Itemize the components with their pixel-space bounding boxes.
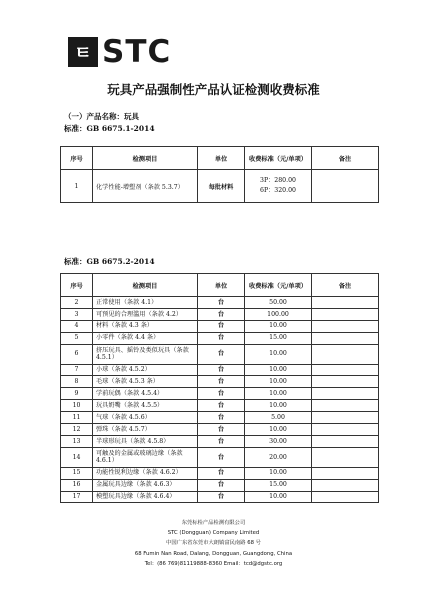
cell-fee: 10.00 [245,424,312,436]
table-row [61,344,379,364]
cell-no: 14 [61,447,93,467]
footer [0,518,427,569]
cell-fee [245,170,312,203]
table-row [61,467,379,479]
cell-item: 小球（条款 4.5.2） [93,364,198,376]
cell-remark [312,447,379,467]
fee-table-1 [60,146,379,203]
cell-no: 12 [61,424,93,436]
cell-fee: 10.00 [245,388,312,400]
table-row [61,308,379,320]
cell-unit: 台 [198,467,245,479]
cell-unit: 台 [198,297,245,309]
cell-remark [312,424,379,436]
cell-fee: 5.00 [245,412,312,424]
document-title: 玩具产品强制性产品认证检测收费标准 [107,82,320,97]
cell-unit: 每批材料 [198,170,245,203]
fee-table-2-body [61,297,379,503]
cell-item: 毛球（条款 4.5.3 条） [93,376,198,388]
cell-fee: 100.00 [245,308,312,320]
cell-item: 化学性能-增塑剂（条款 5.3.7） [93,170,198,203]
cell-remark [312,491,379,503]
cell-remark [312,344,379,364]
table-row [61,364,379,376]
cell-remark [312,364,379,376]
cell-unit: 台 [198,424,245,436]
cell-item: 小零件（条款 4.4 条） [93,332,198,344]
cell-item: 弹珠（条款 4.5.7） [93,424,198,436]
header-unit: 单位 [198,147,245,170]
cell-unit: 台 [198,435,245,447]
header-unit: 单位 [198,274,245,297]
cell-fee: 15.00 [245,332,312,344]
footer-company-en: STC (Dongguan) Company Limited [167,530,260,537]
cell-no: 1 [61,170,93,203]
cell-no: 4 [61,320,93,332]
cell-fee: 10.00 [245,344,312,364]
cell-item: 模塑玩具边缘（条款 4.6.4） [93,491,198,503]
table-row [61,170,379,203]
cell-item: 学前玩偶（条款 4.5.4） [93,388,198,400]
table-row [61,412,379,424]
table-row [61,424,379,436]
header-no: 序号 [61,147,93,170]
table-row [61,447,379,467]
cell-unit: 台 [198,400,245,412]
header-item: 检测项目 [93,147,198,170]
cell-remark [312,479,379,491]
cell-unit: 台 [198,332,245,344]
cell-unit: 台 [198,388,245,400]
cell-remark [312,170,379,203]
fee-line: 3P：280.00 [260,177,296,184]
standard-label-1: 标准：GB 6675.1-2014 [64,124,155,133]
fee-line: 6P：320.00 [260,187,296,194]
header-fee: 收费标准（元/单项） [245,274,312,297]
cell-unit: 台 [198,320,245,332]
table-row [61,388,379,400]
cell-item: 半球形玩具（条款 4.5.8） [93,435,198,447]
cell-unit: 台 [198,344,245,364]
cell-unit: 台 [198,412,245,424]
standard-label-2: 标准：GB 6675.2-2014 [64,257,155,266]
cell-unit: 台 [198,479,245,491]
logo-mark-icon: ㅌ [68,37,98,67]
cell-unit: 台 [198,364,245,376]
cell-fee: 10.00 [245,376,312,388]
cell-fee: 50.00 [245,297,312,309]
header-remark: 备注 [312,147,379,170]
cell-fee: 10.00 [245,364,312,376]
header-fee: 收费标准（元/单项） [245,147,312,170]
cell-no: 17 [61,491,93,503]
cell-fee: 10.00 [245,320,312,332]
cell-remark [312,435,379,447]
section-heading: （一）产品名称：玩具 [64,112,139,121]
table-row [61,320,379,332]
cell-fee: 10.00 [245,400,312,412]
cell-item: 玩具奶嘴（条款 4.5.5） [93,400,198,412]
cell-no: 7 [61,364,93,376]
cell-unit: 台 [198,447,245,467]
cell-remark [312,412,379,424]
cell-item: 可预见的合理滥用（条款 4.2） [93,308,198,320]
header-remark: 备注 [312,274,379,297]
table-header-row [61,274,379,297]
cell-remark [312,388,379,400]
cell-fee: 15.00 [245,479,312,491]
table-row [61,297,379,309]
cell-item: 功能性锐利边缘（条款 4.6.2） [93,467,198,479]
cell-unit: 台 [198,491,245,503]
table-header-row [61,147,379,170]
footer-company-cn: 东莞标检产品检测有限公司 [181,520,246,526]
logo-text: STC [102,34,172,70]
cell-no: 8 [61,376,93,388]
cell-item: 材料（条款 4.3 条） [93,320,198,332]
cell-no: 13 [61,435,93,447]
cell-no: 2 [61,297,93,309]
footer-contact: Tel：(86 769)81119888-8360 Email：tcd@dgstc.org [144,560,283,567]
cell-remark [312,320,379,332]
table-row [61,332,379,344]
cell-item: 气球（条款 4.5.6） [93,412,198,424]
cell-no: 11 [61,412,93,424]
footer-address-en: 68 Fumin Nan Road, Dalang, Dongguan, Guangdong, China [134,550,293,557]
cell-remark [312,332,379,344]
cell-item: 正常使用（条款 4.1） [93,297,198,309]
cell-no: 10 [61,400,93,412]
table-row [61,435,379,447]
header-no: 序号 [61,274,93,297]
footer-address-cn: 中国广东省东莞市大朗镇富民南路 68 号 [166,540,261,547]
company-logo [68,34,171,70]
cell-no: 9 [61,388,93,400]
table-row [61,376,379,388]
cell-no: 15 [61,467,93,479]
cell-item: 挤压玩具、摇铃及类似玩具（条款 4.5.1） [93,344,198,364]
cell-fee: 10.00 [245,491,312,503]
table-row [61,491,379,503]
cell-remark [312,297,379,309]
cell-no: 16 [61,479,93,491]
cell-remark [312,400,379,412]
fee-table-2 [60,273,379,503]
table-row [61,479,379,491]
cell-remark [312,376,379,388]
cell-fee: 30.00 [245,435,312,447]
cell-unit: 台 [198,376,245,388]
header-item: 检测项目 [93,274,198,297]
cell-no: 6 [61,344,93,364]
table-row [61,400,379,412]
cell-remark [312,308,379,320]
cell-item: 可触及的金属或玻璃边缘（条款 4.6.1） [93,447,198,467]
cell-no: 3 [61,308,93,320]
cell-item: 金属玩具边缘（条款 4.6.3） [93,479,198,491]
cell-fee: 10.00 [245,467,312,479]
cell-remark [312,467,379,479]
cell-no: 5 [61,332,93,344]
cell-unit: 台 [198,308,245,320]
cell-fee: 20.00 [245,447,312,467]
